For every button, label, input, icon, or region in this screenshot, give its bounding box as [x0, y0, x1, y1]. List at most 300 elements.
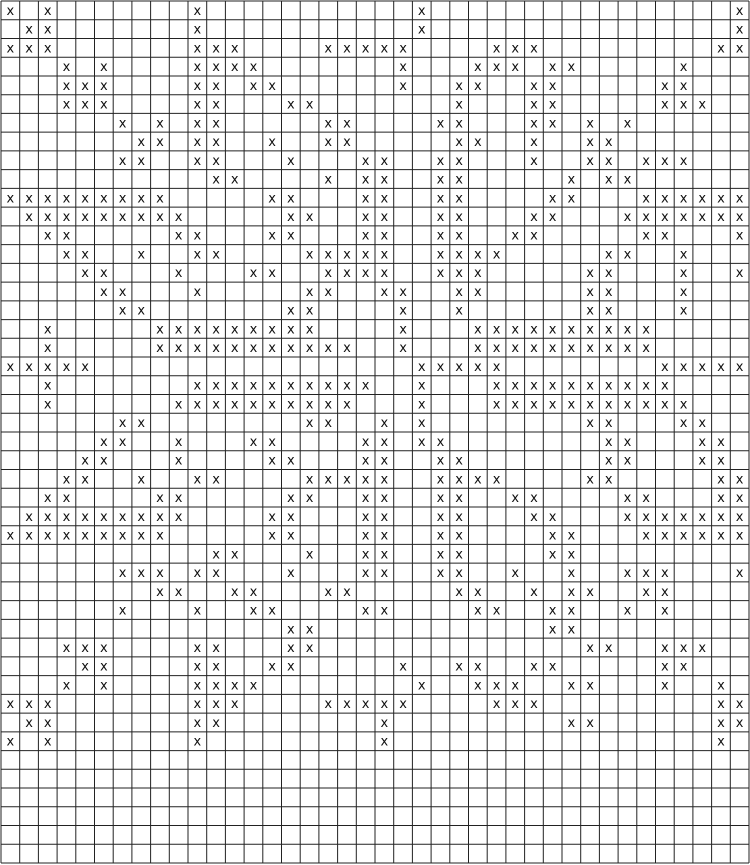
cell-x-mark: x — [548, 378, 557, 394]
cell-x-mark: x — [380, 191, 389, 207]
cell-x-mark: x — [286, 528, 295, 544]
cell-x-mark: x — [43, 491, 52, 507]
cell-x-mark: x — [43, 41, 52, 57]
cell-x-mark: x — [230, 378, 239, 394]
cell-x-mark: x — [249, 60, 258, 76]
cell-x-mark: x — [679, 641, 688, 656]
cell-x-mark: x — [62, 210, 71, 225]
cell-x-mark: x — [174, 491, 183, 507]
cell-x-mark: x — [679, 60, 688, 76]
cell-x-mark: x — [660, 678, 669, 694]
cell-x-mark: x — [62, 228, 71, 244]
cell-x-mark: x — [717, 528, 725, 544]
cell-x-mark: x — [212, 472, 220, 488]
cell-x-mark: x — [679, 359, 688, 375]
cell-x-mark: x — [455, 509, 464, 525]
cell-x-mark: x — [62, 491, 71, 507]
cell-x-mark: x — [193, 322, 202, 338]
cell-x-mark: x — [717, 191, 725, 207]
cell-x-mark: x — [268, 378, 277, 394]
cell-x-mark: x — [436, 116, 445, 132]
cell-x-mark: x — [324, 116, 333, 132]
cell-x-mark: x — [212, 547, 220, 563]
cell-x-mark: x — [698, 509, 707, 525]
cell-x-mark: x — [717, 472, 725, 488]
cell-x-mark: x — [642, 228, 651, 244]
cell-x-mark: x — [249, 341, 258, 357]
cell-x-mark: x — [492, 341, 501, 357]
cell-x-mark: x — [530, 153, 538, 169]
cell-x-mark: x — [623, 509, 632, 525]
cell-x-mark: x — [436, 547, 445, 563]
cell-x-mark: x — [268, 191, 277, 207]
cell-x-mark: x — [193, 341, 202, 357]
cell-x-mark: x — [81, 659, 90, 675]
cell-x-mark: x — [473, 359, 482, 375]
cell-x-mark: x — [735, 359, 744, 375]
cell-x-mark: x — [436, 472, 445, 488]
cell-x-mark: x — [212, 397, 220, 413]
cell-x-mark: x — [455, 453, 464, 469]
cell-x-mark: x — [174, 397, 183, 413]
cell-x-mark: x — [717, 434, 725, 450]
cell-x-mark: x — [286, 453, 295, 469]
cell-x-mark: x — [268, 528, 277, 544]
cell-x-mark: x — [735, 509, 744, 525]
cell-x-mark: x — [660, 78, 669, 94]
cell-x-mark: x — [361, 153, 370, 169]
cell-x-mark: x — [530, 116, 538, 132]
cell-x-mark: x — [62, 509, 71, 525]
cell-x-mark: x — [286, 191, 295, 207]
cell-x-mark: x — [25, 191, 33, 207]
cell-x-mark: x — [642, 509, 651, 525]
cell-x-mark: x — [193, 284, 202, 300]
cell-x-mark: x — [81, 453, 90, 469]
cell-x-mark: x — [492, 678, 501, 694]
cell-x-mark: x — [193, 22, 202, 38]
cell-x-mark: x — [81, 247, 90, 263]
cell-x-mark: x — [586, 322, 594, 338]
cell-x-mark: x — [212, 378, 220, 394]
cell-x-mark: x — [174, 266, 183, 282]
cell-x-mark: x — [193, 378, 202, 394]
cell-x-mark: x — [212, 41, 220, 57]
cell-x-mark: x — [436, 153, 445, 169]
cell-x-mark: x — [380, 228, 389, 244]
cell-x-mark: x — [623, 453, 632, 469]
cell-x-mark: x — [436, 566, 445, 582]
cell-x-mark: x — [436, 509, 445, 525]
cell-x-mark: x — [43, 697, 52, 713]
cell-x-mark: x — [511, 341, 520, 357]
cell-x-mark: x — [380, 284, 389, 300]
cell-x-mark: x — [735, 3, 744, 19]
cell-x-mark: x — [43, 322, 52, 338]
cell-x-mark: x — [567, 622, 576, 638]
cell-x-mark: x — [81, 528, 90, 544]
cell-x-mark: x — [735, 191, 744, 207]
cell-x-mark: x — [436, 528, 445, 544]
cell-x-mark: x — [511, 491, 520, 507]
cell-x-mark: x — [305, 641, 314, 656]
cell-x-mark: x — [99, 641, 108, 656]
cell-x-mark: x — [43, 715, 52, 731]
cell-x-mark: x — [193, 135, 202, 151]
cell-x-mark: x — [249, 266, 258, 282]
cell-x-mark: x — [455, 547, 464, 563]
cell-x-mark: x — [380, 210, 389, 225]
cell-x-mark: x — [473, 678, 482, 694]
cell-x-mark: x — [193, 397, 202, 413]
cell-x-mark: x — [380, 509, 389, 525]
cell-x-mark: x — [604, 434, 613, 450]
cell-x-mark: x — [6, 734, 15, 750]
cell-x-mark: x — [230, 678, 239, 694]
cell-x-mark: x — [586, 378, 594, 394]
cell-x-mark: x — [43, 228, 52, 244]
cell-x-mark: x — [118, 284, 127, 300]
cell-x-mark: x — [212, 697, 220, 713]
cell-x-mark: x — [212, 60, 220, 76]
cell-x-mark: x — [380, 416, 389, 432]
cell-x-mark: x — [604, 135, 613, 151]
cell-x-mark: x — [455, 359, 464, 375]
cell-x-mark: x — [174, 434, 183, 450]
cell-x-mark: x — [717, 715, 725, 731]
cell-x-mark: x — [548, 322, 557, 338]
cell-x-mark: x — [118, 528, 127, 544]
cell-x-mark: x — [698, 97, 707, 113]
cell-x-mark: x — [717, 41, 725, 57]
cell-x-mark: x — [286, 97, 295, 113]
cell-x-mark: x — [455, 528, 464, 544]
cell-x-mark: x — [417, 22, 426, 38]
cell-x-mark: x — [174, 322, 183, 338]
cell-x-mark: x — [698, 641, 707, 656]
cell-x-mark: x — [137, 247, 146, 263]
cell-x-mark: x — [174, 509, 183, 525]
cell-x-mark: x — [679, 191, 688, 207]
cell-x-mark: x — [586, 641, 594, 656]
cell-x-mark: x — [623, 116, 632, 132]
cell-x-mark: x — [586, 303, 594, 319]
cell-x-mark: x — [660, 228, 669, 244]
cell-x-mark: x — [717, 509, 725, 525]
cell-x-mark: x — [492, 697, 501, 713]
cell-x-mark: x — [679, 78, 688, 94]
cell-x-mark: x — [361, 378, 370, 394]
cell-x-mark: x — [417, 359, 426, 375]
cell-x-mark: x — [417, 678, 426, 694]
cell-x-mark: x — [436, 359, 445, 375]
cell-x-mark: x — [193, 641, 202, 656]
cell-x-mark: x — [286, 341, 295, 357]
cell-x-mark: x — [679, 528, 688, 544]
cell-x-mark: x — [717, 453, 725, 469]
cell-x-mark: x — [380, 603, 389, 619]
cell-x-mark: x — [99, 453, 108, 469]
cell-x-mark: x — [455, 284, 464, 300]
cell-x-mark: x — [455, 491, 464, 507]
cell-x-mark: x — [380, 172, 389, 188]
cell-x-mark: x — [586, 416, 594, 432]
cell-x-mark: x — [623, 322, 632, 338]
cell-x-mark: x — [62, 359, 71, 375]
cell-x-mark: x — [660, 659, 669, 675]
cell-x-mark: x — [118, 210, 127, 225]
cell-x-mark: x — [642, 397, 651, 413]
cell-x-mark: x — [43, 210, 52, 225]
cell-x-mark: x — [380, 697, 389, 713]
cell-x-mark: x — [174, 228, 183, 244]
cell-x-mark: x — [417, 3, 426, 19]
cell-x-mark: x — [660, 97, 669, 113]
cell-x-mark: x — [567, 528, 576, 544]
cell-x-mark: x — [567, 378, 576, 394]
cell-x-mark: x — [735, 22, 744, 38]
cell-x-mark: x — [305, 378, 314, 394]
cell-x-mark: x — [455, 97, 464, 113]
cell-x-mark: x — [642, 341, 651, 357]
cell-x-mark: x — [212, 153, 220, 169]
cell-x-mark: x — [361, 528, 370, 544]
cell-x-mark: x — [380, 715, 389, 731]
cell-x-mark: x — [268, 266, 277, 282]
cell-x-mark: x — [305, 247, 314, 263]
cell-x-mark: x — [455, 191, 464, 207]
cell-x-mark: x — [230, 584, 239, 600]
cell-x-mark: x — [399, 41, 407, 57]
cell-x-mark: x — [530, 659, 538, 675]
cell-x-mark: x — [679, 247, 688, 263]
cell-x-mark: x — [230, 172, 239, 188]
cell-x-mark: x — [81, 191, 90, 207]
cell-x-mark: x — [567, 341, 576, 357]
cell-x-mark: x — [268, 453, 277, 469]
cell-x-mark: x — [81, 266, 90, 282]
cell-x-mark: x — [193, 697, 202, 713]
cell-x-mark: x — [324, 584, 333, 600]
cell-x-mark: x — [492, 41, 501, 57]
cell-x-mark: x — [324, 284, 333, 300]
cell-x-mark: x — [361, 472, 370, 488]
cell-x-mark: x — [530, 697, 538, 713]
cell-x-mark: x — [660, 397, 669, 413]
cell-x-mark: x — [212, 678, 220, 694]
cell-x-mark: x — [305, 303, 314, 319]
cell-x-mark: x — [156, 509, 164, 525]
cell-x-mark: x — [548, 528, 557, 544]
cell-x-mark: x — [660, 566, 669, 582]
cell-x-mark: x — [735, 715, 744, 731]
cell-x-mark: x — [193, 153, 202, 169]
cell-x-mark: x — [361, 228, 370, 244]
cell-x-mark: x — [305, 341, 314, 357]
cell-x-mark: x — [660, 359, 669, 375]
cell-x-mark: x — [305, 397, 314, 413]
cell-x-mark: x — [25, 528, 33, 544]
cell-x-mark: x — [268, 434, 277, 450]
cell-x-mark: x — [380, 153, 389, 169]
cell-x-mark: x — [324, 378, 333, 394]
cell-x-mark: x — [6, 191, 15, 207]
cell-x-mark: x — [156, 191, 164, 207]
cell-x-mark: x — [473, 584, 482, 600]
cell-x-mark: x — [249, 78, 258, 94]
cell-x-mark: x — [660, 603, 669, 619]
cell-x-mark: x — [174, 584, 183, 600]
cell-x-mark: x — [473, 135, 482, 151]
cell-x-mark: x — [717, 491, 725, 507]
cell-x-mark: x — [586, 116, 594, 132]
cell-x-mark: x — [567, 603, 576, 619]
cell-x-mark: x — [530, 97, 538, 113]
cell-x-mark: x — [473, 472, 482, 488]
cell-x-mark: x — [286, 641, 295, 656]
cell-x-mark: x — [548, 97, 557, 113]
cell-x-mark: x — [212, 116, 220, 132]
cell-x-mark: x — [268, 228, 277, 244]
cell-x-mark: x — [230, 697, 239, 713]
cell-x-mark: x — [249, 603, 258, 619]
cell-x-mark: x — [586, 397, 594, 413]
cell-x-mark: x — [286, 622, 295, 638]
cell-x-mark: x — [62, 191, 71, 207]
cell-x-mark: x — [548, 60, 557, 76]
cell-x-mark: x — [324, 135, 333, 151]
cell-x-mark: x — [230, 322, 239, 338]
cell-x-mark: x — [193, 566, 202, 582]
cell-x-mark: x — [417, 397, 426, 413]
cell-x-mark: x — [343, 116, 351, 132]
cell-x-mark: x — [530, 41, 538, 57]
cell-x-mark: x — [212, 715, 220, 731]
cell-x-mark: x — [193, 247, 202, 263]
cell-x-mark: x — [473, 603, 482, 619]
cell-x-mark: x — [623, 566, 632, 582]
cell-x-mark: x — [586, 153, 594, 169]
cell-x-mark: x — [399, 284, 407, 300]
cell-x-mark: x — [735, 528, 744, 544]
cell-x-mark: x — [380, 41, 389, 57]
cell-x-mark: x — [530, 135, 538, 151]
cell-x-mark: x — [361, 509, 370, 525]
cell-x-mark: x — [137, 135, 146, 151]
cell-x-mark: x — [660, 584, 669, 600]
cell-x-mark: x — [604, 416, 613, 432]
cell-x-mark: x — [249, 584, 258, 600]
cell-x-mark: x — [343, 697, 351, 713]
cell-x-mark: x — [43, 528, 52, 544]
grid-lines — [1, 1, 749, 863]
cell-x-mark: x — [436, 228, 445, 244]
cell-x-mark: x — [567, 322, 576, 338]
cell-x-mark: x — [305, 97, 314, 113]
cell-x-mark: x — [99, 284, 108, 300]
cell-x-mark: x — [642, 528, 651, 544]
cell-x-mark: x — [511, 697, 520, 713]
cell-x-mark: x — [43, 191, 52, 207]
cell-x-mark: x — [268, 509, 277, 525]
cell-x-mark: x — [212, 97, 220, 113]
cell-x-mark: x — [698, 434, 707, 450]
cell-x-mark: x — [567, 397, 576, 413]
cell-x-mark: x — [455, 566, 464, 582]
cell-x-mark: x — [43, 734, 52, 750]
cell-x-mark: x — [286, 210, 295, 225]
cell-x-mark: x — [530, 509, 538, 525]
cell-x-mark: x — [399, 78, 407, 94]
cell-x-mark: x — [511, 322, 520, 338]
cell-x-mark: x — [137, 303, 146, 319]
cell-x-mark: x — [62, 247, 71, 263]
cell-x-mark: x — [361, 453, 370, 469]
cell-x-mark: x — [604, 472, 613, 488]
cell-x-mark: x — [623, 378, 632, 394]
cell-x-mark: x — [623, 341, 632, 357]
cell-x-mark: x — [249, 378, 258, 394]
cell-x-mark: x — [174, 210, 183, 225]
cell-x-mark: x — [324, 472, 333, 488]
cell-x-mark: x — [286, 491, 295, 507]
cell-x-mark: x — [81, 78, 90, 94]
cell-x-mark: x — [642, 491, 651, 507]
cell-x-mark: x — [212, 341, 220, 357]
cell-x-mark: x — [361, 247, 370, 263]
cell-x-mark: x — [530, 210, 538, 225]
cell-x-mark: x — [305, 284, 314, 300]
cell-x-mark: x — [492, 472, 501, 488]
cell-x-mark: x — [137, 528, 146, 544]
cell-x-mark: x — [436, 453, 445, 469]
cell-x-mark: x — [286, 659, 295, 675]
cell-x-mark: x — [361, 41, 370, 57]
cell-x-mark: x — [25, 697, 33, 713]
cell-x-mark: x — [548, 116, 557, 132]
cell-x-mark: x — [249, 434, 258, 450]
cell-x-mark: x — [717, 210, 725, 225]
cell-x-mark: x — [156, 491, 164, 507]
cell-x-mark: x — [642, 191, 651, 207]
cell-x-mark: x — [343, 341, 351, 357]
cell-x-mark: x — [642, 378, 651, 394]
cell-x-mark: x — [380, 247, 389, 263]
cell-x-mark: x — [99, 678, 108, 694]
cell-x-mark: x — [193, 97, 202, 113]
cell-x-mark: x — [286, 303, 295, 319]
cell-x-mark: x — [81, 509, 90, 525]
cell-x-mark: x — [137, 153, 146, 169]
cell-x-mark: x — [473, 659, 482, 675]
cell-x-mark: x — [324, 697, 333, 713]
cell-x-mark: x — [156, 322, 164, 338]
cell-x-mark: x — [81, 97, 90, 113]
cell-x-mark: x — [399, 697, 407, 713]
cell-x-mark: x — [455, 247, 464, 263]
cell-x-mark: x — [548, 509, 557, 525]
cell-x-mark: x — [99, 266, 108, 282]
cell-x-mark: x — [81, 210, 90, 225]
cell-x-mark: x — [455, 228, 464, 244]
cell-x-mark: x — [81, 472, 90, 488]
cell-x-mark: x — [43, 3, 52, 19]
cell-x-mark: x — [25, 715, 33, 731]
cell-x-mark: x — [305, 416, 314, 432]
cell-x-mark: x — [530, 397, 538, 413]
cell-x-mark: x — [623, 603, 632, 619]
cell-x-mark: x — [473, 341, 482, 357]
